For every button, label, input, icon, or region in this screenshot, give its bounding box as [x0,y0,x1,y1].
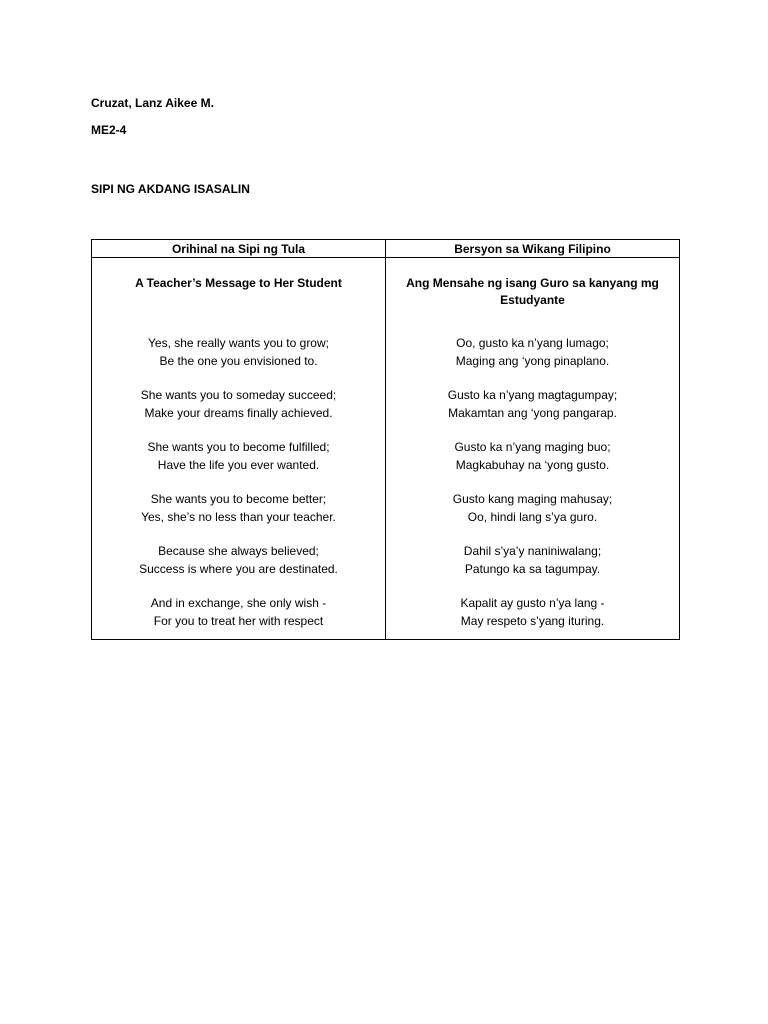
stanza [104,595,373,630]
poem-line: Dahil s’ya’y naniniwalang; [463,544,602,558]
stanza [104,387,373,422]
poem-line: Maging ang ‘yong pinaplano. [455,353,610,368]
poem-line: Oo, hindi lang s’ya guro. [467,509,598,524]
original-poem-cell [92,258,386,640]
stanza [398,543,667,578]
poem-line: Because she always believed; [158,544,319,558]
table-row [92,258,680,640]
section-code: ME2-4 [91,123,127,137]
poem-line: Gusto ka n’yang magtagumpay; [447,388,618,402]
stanza [104,335,373,370]
document-title: SIPI NG AKDANG ISASALIN [91,182,250,196]
poem-line: Oo, gusto ka n’yang lumago; [456,336,609,350]
poem-line: Yes, she’s no less than your teacher. [141,509,336,524]
translation-poem-title: Ang Mensahe ng isang Guro sa kanyang mg Estudyante [406,276,659,307]
author-name: Cruzat, Lanz Aikee M. [91,96,214,110]
translation-stanzas [398,335,667,630]
table-header-row [92,240,680,258]
original-stanzas [104,335,373,630]
poem-line: She wants you to someday succeed; [140,388,337,402]
poem-line: For you to treat her with respect [153,613,324,628]
stanza [398,387,667,422]
poem-translation-table [91,239,680,640]
translation-poem-cell [386,258,680,640]
poem-line: She wants you to become fulfilled; [147,440,330,454]
column-header-original: Orihinal na Sipi ng Tula [92,240,386,258]
poem-line: Makamtan ang ‘yong pangarap. [448,405,617,420]
poem-line: Gusto kang maging mahusay; [452,492,613,506]
stanza [398,595,667,630]
original-poem-title: A Teacher’s Message to Her Student [135,276,342,290]
poem-line: Gusto ka n’yang maging buo; [454,440,611,454]
stanza [398,491,667,526]
poem-line: Have the life you ever wanted. [157,457,320,472]
stanza [104,439,373,474]
stanza [398,335,667,370]
poem-line: Success is where you are destinated. [139,561,338,576]
poem-line: Kapalit ay gusto n’ya lang - [460,596,605,610]
poem-line: Be the one you envisioned to. [159,353,318,368]
poem-line: Make your dreams finally achieved. [144,405,333,420]
poem-line: She wants you to become better; [150,492,327,506]
poem-line: And in exchange, she only wish - [150,596,327,610]
poem-line: Patungo ka sa tagumpay. [464,561,601,576]
poem-line: May respeto s’yang ituring. [460,613,605,628]
column-header-translation: Bersyon sa Wikang Filipino [386,240,680,258]
stanza [104,491,373,526]
stanza [398,439,667,474]
stanza [104,543,373,578]
poem-line: Yes, she really wants you to grow; [148,336,329,350]
poem-line: Magkabuhay na ‘yong gusto. [455,457,610,472]
